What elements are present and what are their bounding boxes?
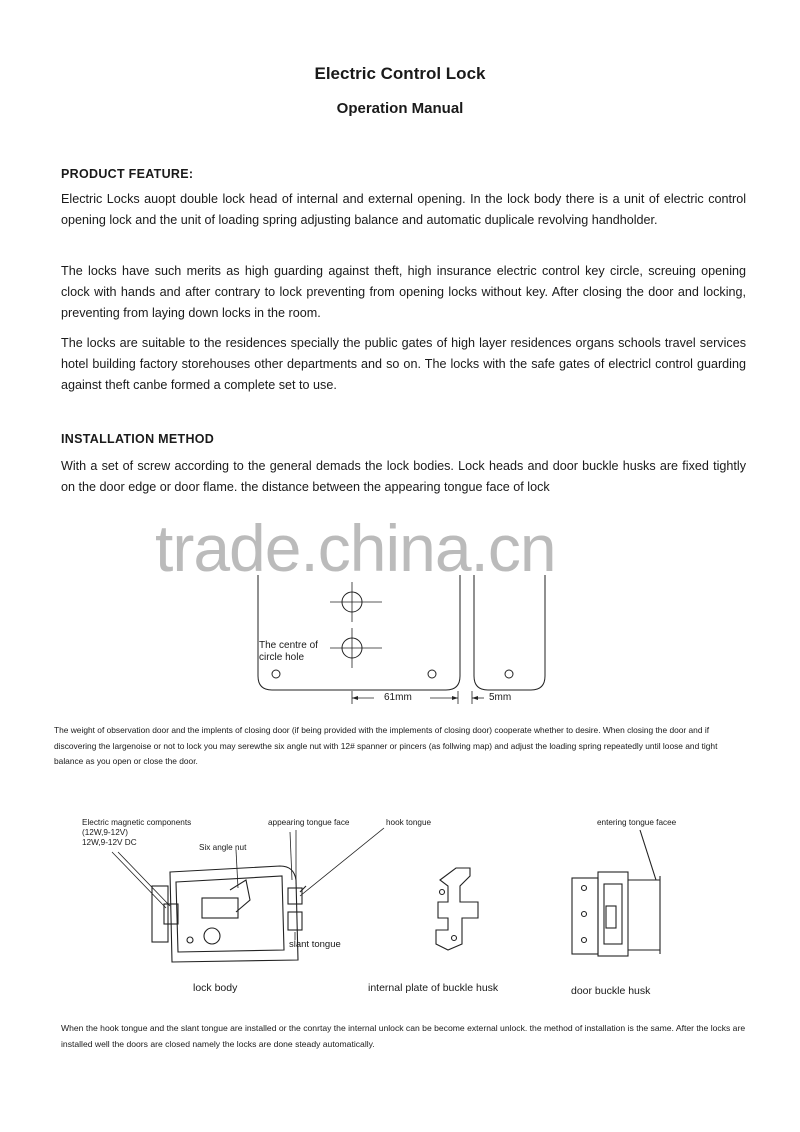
installation-heading: INSTALLATION METHOD <box>61 432 215 446</box>
feature-paragraph-1: Electric Locks auopt double lock head of internal and external opening. In the lock body there is a unit of electric control opening lock and the unit of loading spring adjusting balance and automatic duplicale revolving handholder. <box>61 192 746 227</box>
internal-plate-drawing <box>436 868 478 950</box>
door-buckle-drawing <box>572 830 660 956</box>
lock-body-drawing <box>152 866 306 962</box>
internal-plate-caption: internal plate of buckle husk <box>368 982 499 994</box>
lock-body-caption: lock body <box>193 982 238 994</box>
dimension-5mm: 5mm <box>489 692 512 703</box>
centre-label-line2: circle hole <box>259 652 305 663</box>
feature-paragraph-2: The locks have such merits as high guarding against theft, high insurance electric control key circle, screuing opening clock with hands and after contrary to lock preventing from opening locks without key. After closing the door and locking, preventing from laying down locks in the room. <box>61 264 746 320</box>
hook-tongue-label: hook tongue <box>386 818 432 827</box>
adjustment-note: The weight of observation door and the implents of closing door (if being provided with the implements of closing door) cooperate whether to desire. When closing the door and if discovering the largenoise or not to lock you may serewthe six angle nut with 12# spanner or pincers (as follwing map) and adjust the loading spring repeatedly until loose and tight balance as you open or close the door. <box>54 725 718 766</box>
em-components-line1: Electric magnetic components <box>82 818 192 827</box>
feature-paragraph-3: The locks are suitable to the residences specially the public gates of high layer residences organs schools travel services hotel building factory storehouses other departments and so on. The locks with the safe gates of electricl control guarding against theft canbe formed a complete set to use. <box>61 336 746 392</box>
page-subtitle: Operation Manual <box>336 100 464 117</box>
entering-tongue-face-label: entering tongue facee <box>597 818 677 827</box>
em-components-line3: 12W,9-12V DC <box>82 838 137 847</box>
em-components-line2: (12W,9-12V) <box>82 828 128 837</box>
six-angle-nut-label: Six angle nut <box>199 843 247 852</box>
installation-note: When the hook tongue and the slant tongue are installed or the conrtay the internal unlock can be become external unlock. the method of installation is the same. After the locks are installed well the doors are closed namely the locks are done steady automatically. <box>61 1023 746 1049</box>
slant-tongue-label: slant tongue <box>289 939 341 950</box>
centre-label-line1: The centre of <box>259 640 318 651</box>
door-buckle-caption: door buckle husk <box>571 985 651 997</box>
watermark: trade.china.cn <box>155 511 556 585</box>
installation-paragraph: With a set of screw according to the general demads the lock bodies. Lock heads and door buckle husks are fixed tightly on the door edge or door flame. the distance between the appearing tongue face of lock <box>61 459 746 494</box>
page-title: Electric Control Lock <box>314 64 486 83</box>
appearing-tongue-face-label: appearing tongue face <box>268 818 350 827</box>
dimension-61mm: 61mm <box>384 692 412 703</box>
feature-heading: PRODUCT FEATURE: <box>61 167 194 181</box>
